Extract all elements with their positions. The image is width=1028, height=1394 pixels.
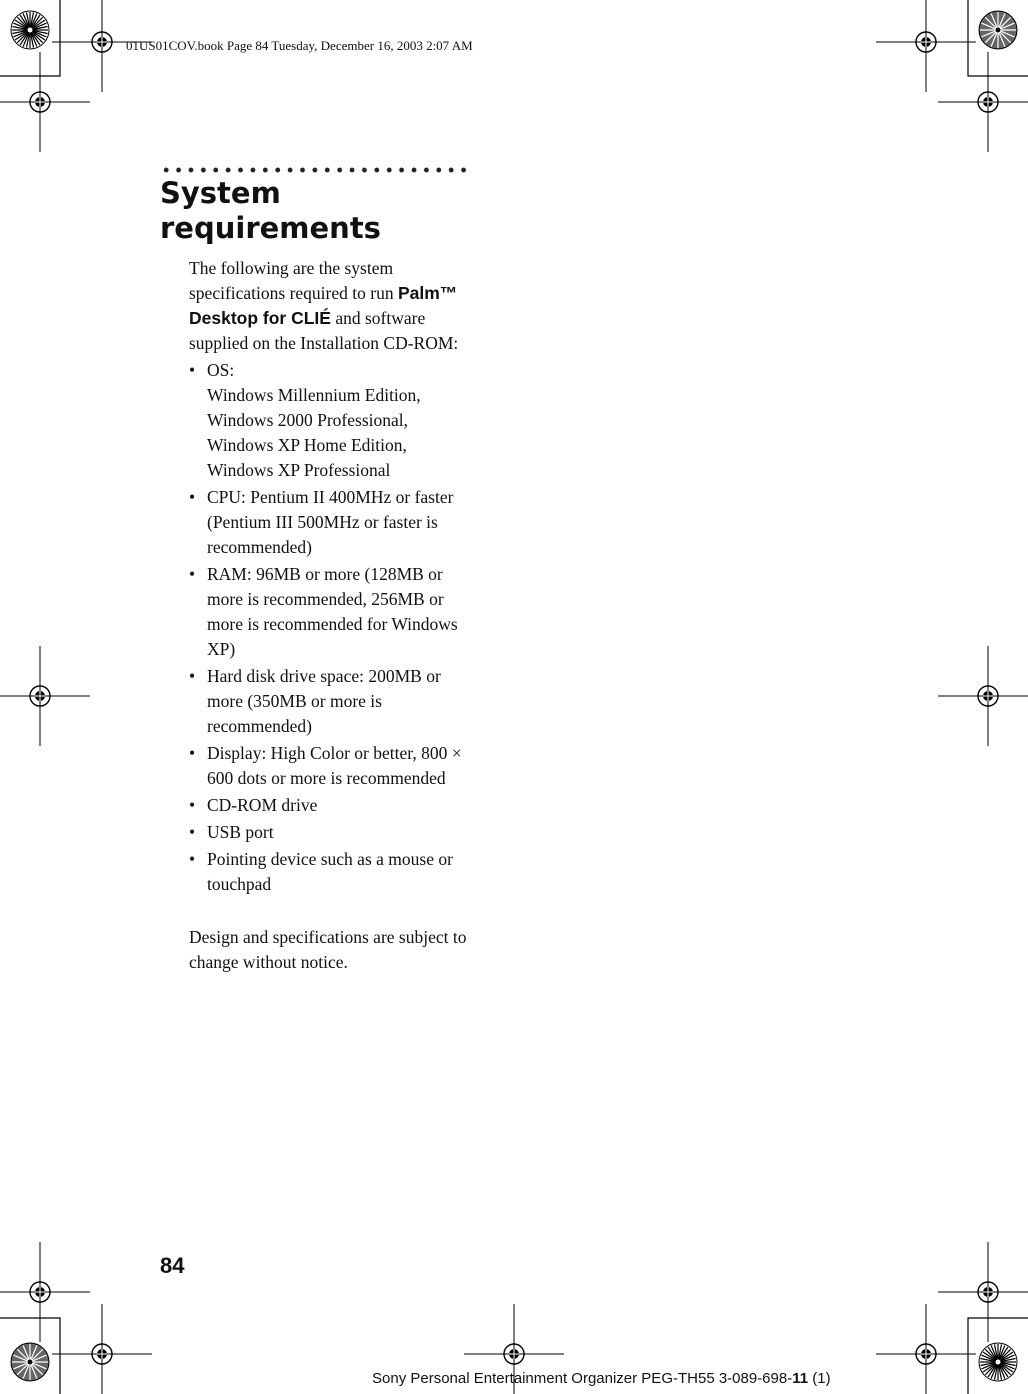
print-footer xyxy=(372,1369,912,1389)
os-label: • OS: xyxy=(207,360,235,380)
os-line-1: Windows Millennium Edition, xyxy=(207,385,421,405)
intro-after: and software supplied on the Installation CD-ROM: xyxy=(189,308,459,353)
footer-text: Sony Personal Entertainment Organizer PEG-TH55 3-089-698- xyxy=(372,1370,793,1387)
os-line-4: Windows XP Professional xyxy=(207,460,391,480)
footer-bold: 11 xyxy=(792,1370,809,1387)
list-item-cpu: • CPU: Pentium II 400MHz or faster (Pentium III 500MHz or faster is recommended) xyxy=(189,485,474,560)
intro-before: The following are the system specifications required to run xyxy=(189,258,398,303)
product-name-part-2: Desktop for CLIÉ xyxy=(189,308,331,328)
list-item-usb: • USB port xyxy=(189,820,474,845)
specifications-notice: Design and specifications are subject to change without notice. xyxy=(189,927,467,972)
list-item-pointing-device: • Pointing device such as a mouse or touchpad xyxy=(189,847,474,897)
os-line-2: Windows 2000 Professional, xyxy=(207,410,409,430)
print-header: 01US01COV.book Page 84 Tuesday, December 16, 2003 2:07 AM xyxy=(126,38,473,53)
section-heading xyxy=(160,176,480,246)
footer-suffix: (1) xyxy=(808,1370,831,1387)
heading-line-2: requirements xyxy=(160,211,381,245)
list-item-hard-disk: • Hard disk drive space: 200MB or more (350MB or more is recommended) xyxy=(189,664,474,739)
heading-line-1: System xyxy=(160,176,281,210)
list-item-ram: • RAM: 96MB or more (128MB or more is recommended, 256MB or more is recommended for Windows XP) xyxy=(189,562,474,662)
list-item-cd-rom: • CD-ROM drive xyxy=(189,793,474,818)
requirements-list xyxy=(189,358,474,897)
product-name-part-1: Palm™ xyxy=(397,283,458,303)
os-line-3: Windows XP Home Edition, xyxy=(207,435,407,455)
main-content xyxy=(189,256,474,975)
list-item-os xyxy=(189,358,474,483)
page-number: 84 xyxy=(160,1253,185,1278)
section-dots-divider xyxy=(160,166,472,174)
list-item-display: • Display: High Color or better, 800 × 600 dots or more is recommended xyxy=(189,741,474,791)
intro-paragraph xyxy=(189,256,474,356)
